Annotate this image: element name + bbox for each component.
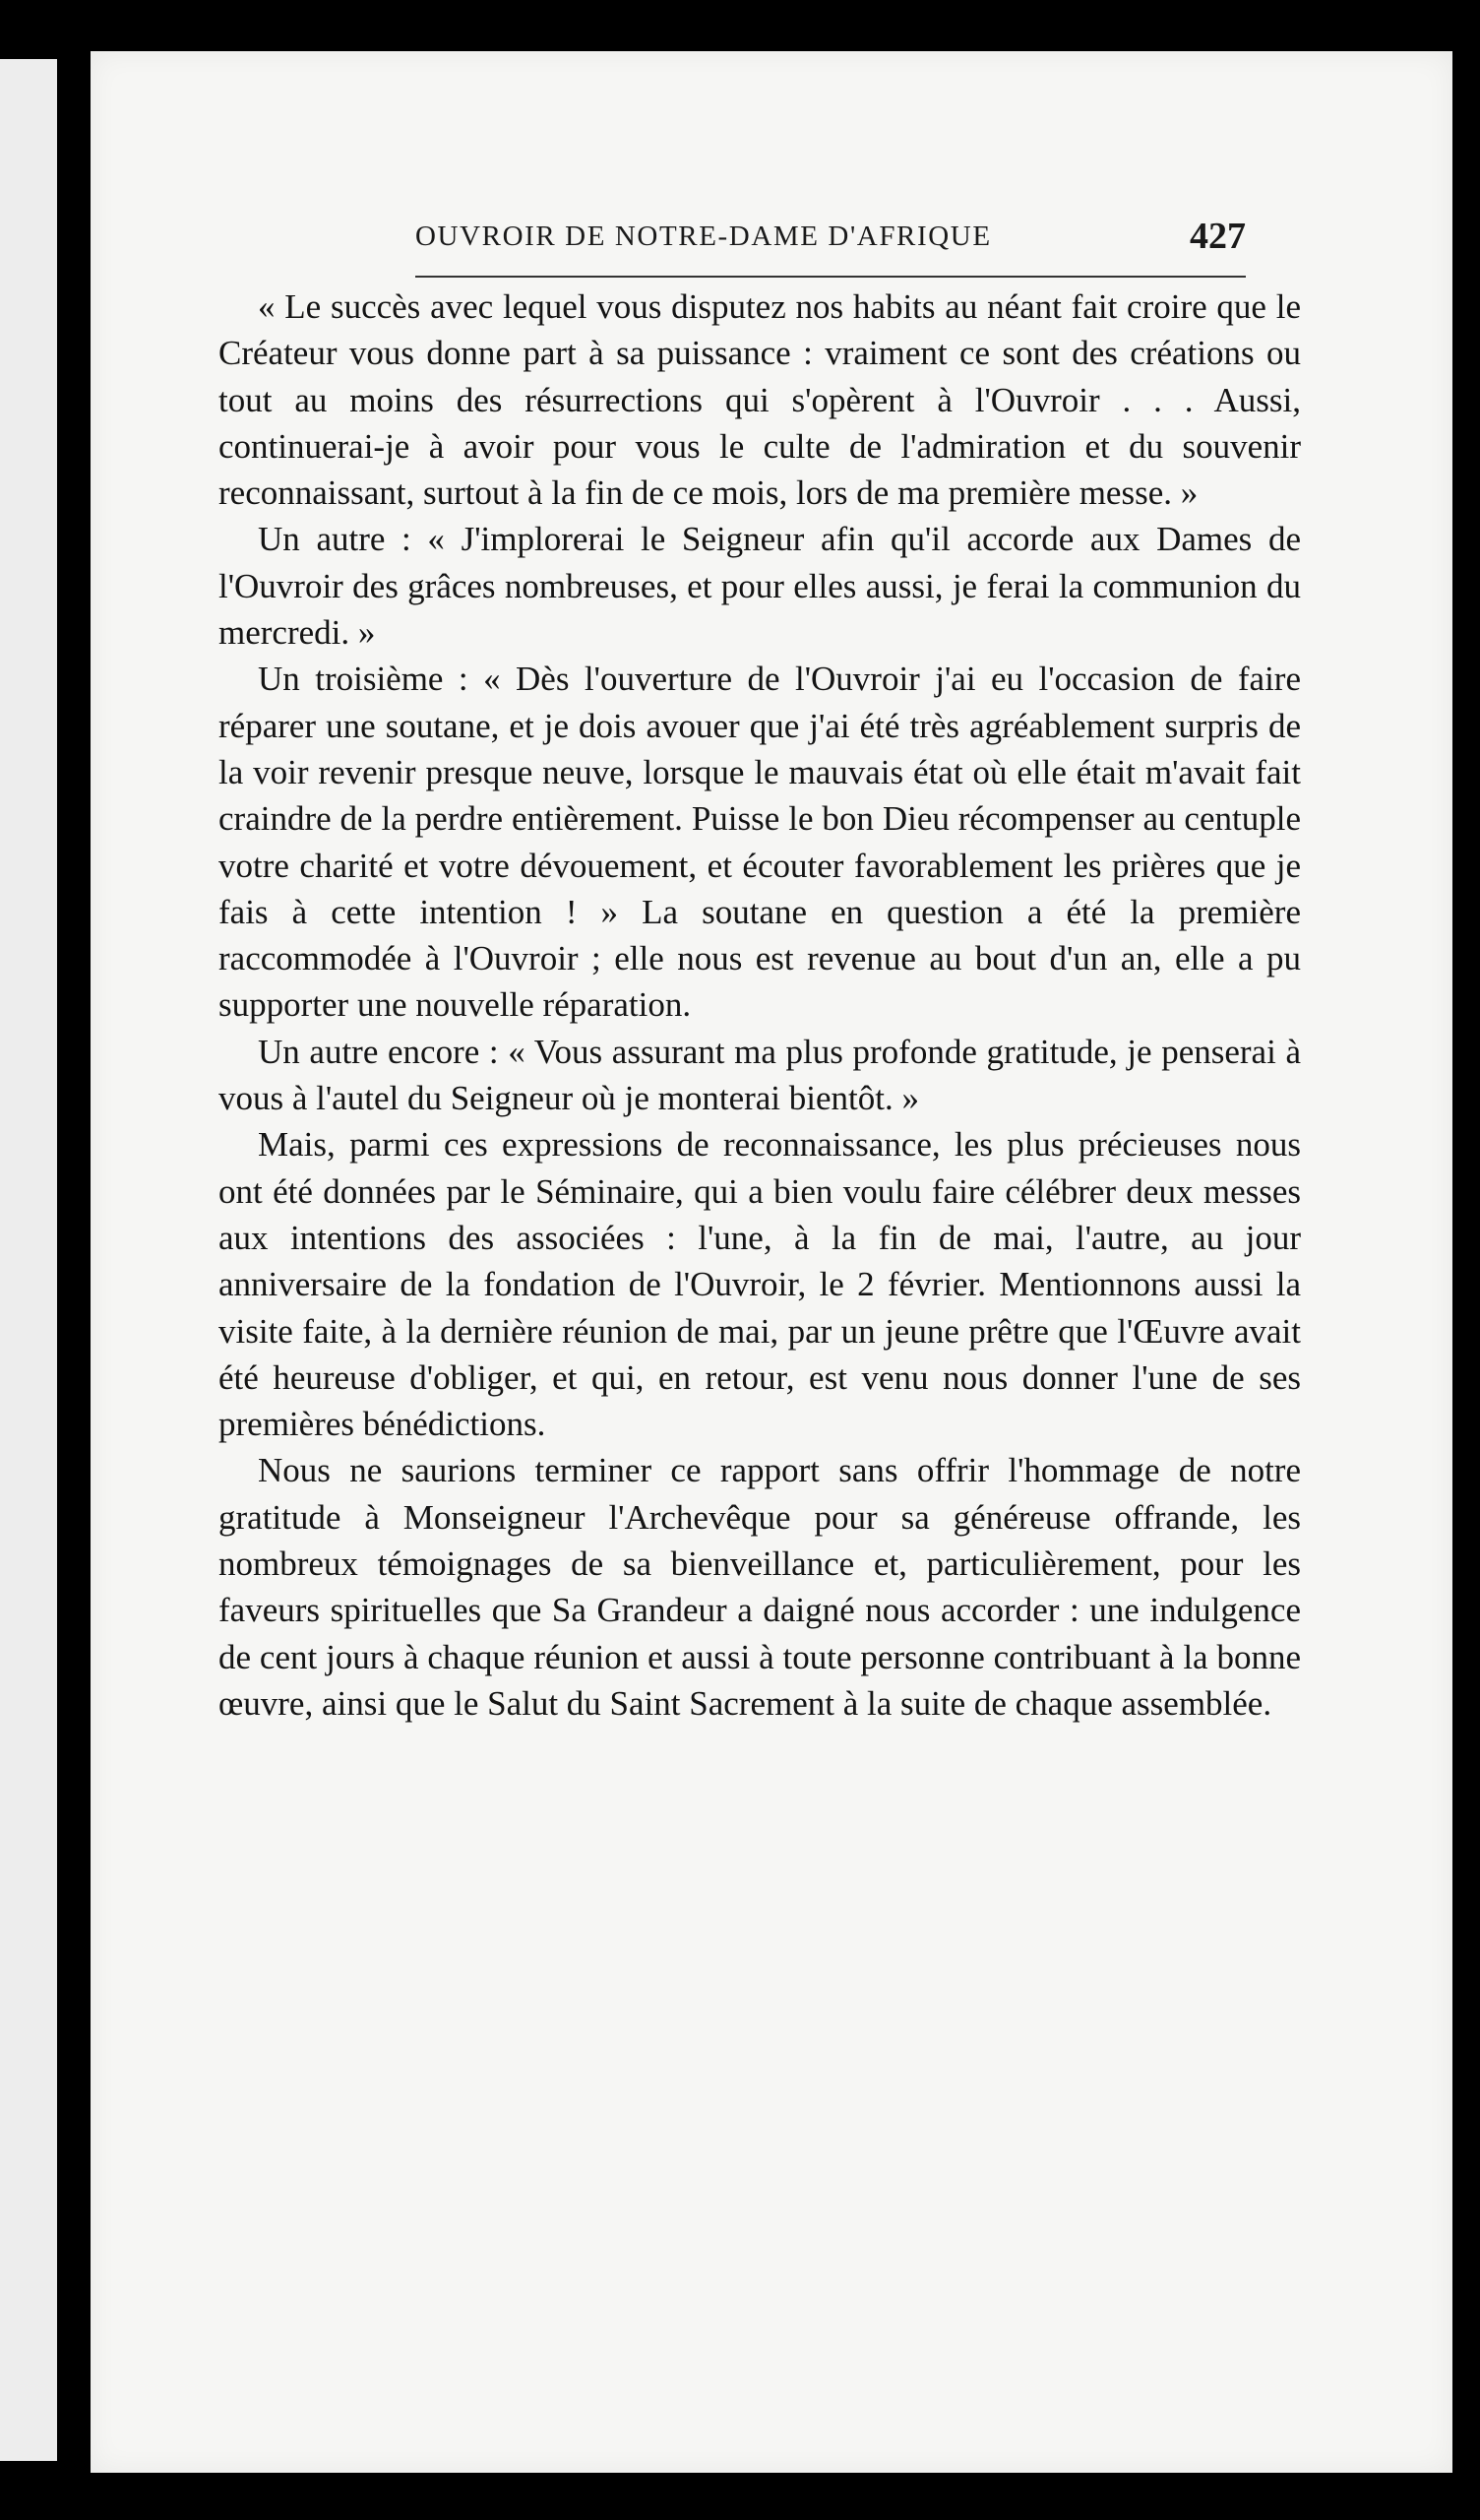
paragraph: Un troisième : « Dès l'ouverture de l'Ouvroir j'ai eu l'occasion de faire réparer une soutane, et je dois avouer que j'ai été très agréablement surpris de la voir revenir presque neuve, lorsque le mauvais état où elle était m'avait fait craindre de la perdre entièrement. Puisse le bon Dieu récompenser au centuple votre charité et votre dévouement, et écouter favorablement les prières que je fais à cette intention ! » La soutane en question a été la première raccommodée à l'Ouvroir ; elle nous est revenue au bout d'un an, elle a pu supporter une nouvelle réparation. [218,660,1301,1025]
book-page [91,51,1452,2473]
body-text [218,284,1301,1727]
page-header [415,217,1246,278]
paragraph: Un autre encore : « Vous assurant ma plus profonde gratitude, je penserai à vous à l'autel du Seigneur où je monterai bientôt. » [218,1032,1301,1118]
running-title: OUVROIR DE NOTRE-DAME D'AFRIQUE [415,220,992,252]
paragraph: « Le succès avec lequel vous disputez nos habits au néant fait croire que le Créateur vous donne part à sa puissance : vraiment ce sont des créations ou tout au moins des résurrections qui s'opèrent à l'Ouvroir . . . Aussi, continuerai-je à avoir pour vous le culte de l'admiration et du souvenir reconnaissant, surtout à la fin de ce mois, lors de ma première messe. » [218,287,1301,513]
page-number: 427 [1190,216,1246,257]
paragraph: Un autre : « J'implorerai le Seigneur afin qu'il accorde aux Dames de l'Ouvroir des grâces nombreuses, et pour elles aussi, je ferai la communion du mercredi. » [218,520,1301,653]
paragraph: Nous ne saurions terminer ce rapport sans offrir l'hommage de notre gratitude à Monseigneur l'Archevêque pour sa généreuse offrande, les nombreux témoignages de sa bienveillance et, particulièrement, pour les faveurs spirituelles que Sa Grandeur a daigné nous accorder : une indulgence de cent jours à chaque réunion et aussi à toute personne contribuant à la bonne œuvre, ainsi que le Salut du Saint Sacrement à la suite de chaque assemblée. [218,1451,1301,1723]
paragraph: Mais, parmi ces expressions de reconnaissance, les plus précieuses nous ont été données par le Séminaire, qui a bien voulu faire célébrer deux messes aux intentions des associées : l'une, à la fin de mai, l'autre, au jour anniversaire de la fondation de l'Ouvroir, le 2 février. Mentionnons aussi la visite faite, à la dernière réunion de mai, par un jeune prêtre que l'Œuvre avait été heureuse d'obliger, et qui, en retour, est venu nous donner l'une de ses premières bénédictions. [218,1125,1301,1444]
facing-page-edge [0,59,57,2461]
